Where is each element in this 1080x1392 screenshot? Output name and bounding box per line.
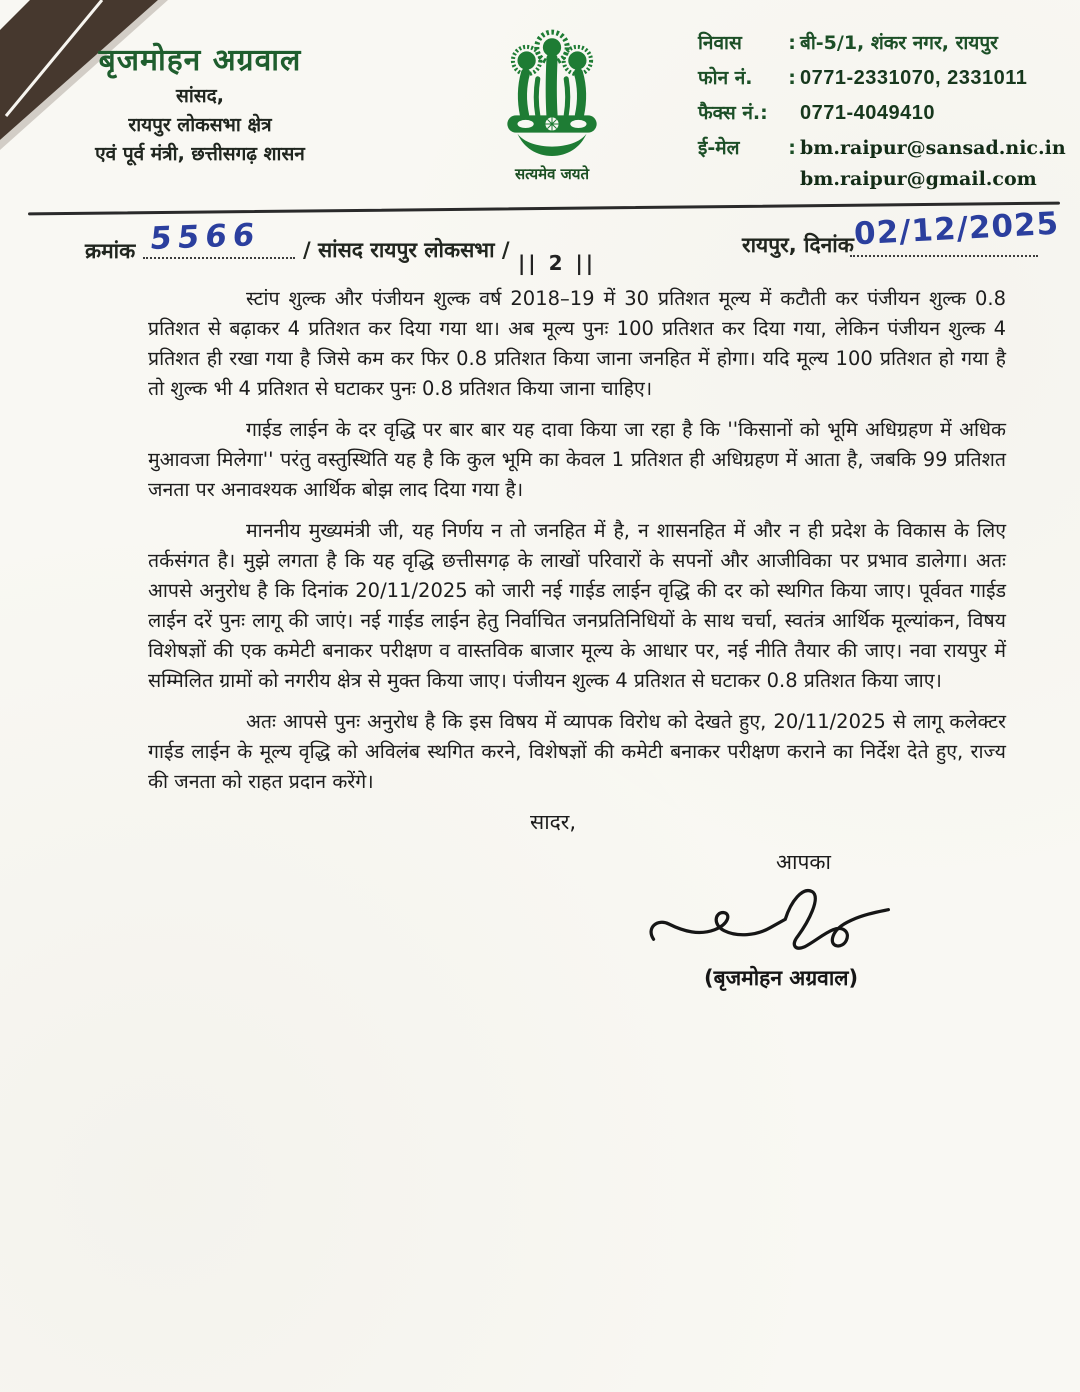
paragraph-1: स्टांप शुल्क और पंजीयन शुल्क वर्ष 2018–19 में 30 प्रतिशत मूल्य में कटौती कर पंजीयन शुल्क 0.8 प्रतिशत से बढ़ाकर 4 प्रतिशत कर दिया गया था। अब मूल्य पुनः 100 प्रतिशत कर दिया गया, लेकिन पंजीयन शुल्क 4 प्रतिशत ही रखा गया है जिसे कम कर फिर 0.8 प्रतिशत किया जाना जनहित में होगा। यदि मूल्य 100 प्रतिशत हो गया है तो शुल्क भी 4 प्रतिशत से घटाकर पुनः 0.8 प्रतिशत किया जाना चाहिए। <box>148 287 1006 400</box>
date-dotted-line <box>850 254 1038 257</box>
signatory-name: (बृजमोहन अग्रवाल) <box>704 966 859 990</box>
letterhead-emblem-block <box>478 24 626 184</box>
page-number: || 2 || <box>518 251 597 275</box>
email-label: ई-मेल <box>698 137 740 159</box>
contact-email: ई-मेल : bm.raipur@sansad.nic.in <box>698 135 1070 161</box>
date-handwritten: 02/12/2025 <box>853 205 1061 253</box>
fax-value: 0771-4049410 <box>800 102 936 124</box>
letter-body <box>148 284 1006 992</box>
closing-regards: सादर, <box>530 810 577 834</box>
fax-label: फैक्स नं.: <box>698 102 768 124</box>
email-value-1: bm.raipur@sansad.nic.in <box>800 137 1066 159</box>
signature-scribble <box>644 882 896 966</box>
sender-designation: सांसद, <box>176 85 224 107</box>
place-date-label: रायपुर, दिनांक <box>742 233 854 257</box>
serial-number-label: क्रमांक <box>85 239 136 263</box>
residence-value: बी-5/1, शंकर नगर, रायपुर <box>800 32 998 54</box>
sender-name: बृजमोहन अग्रवाल <box>98 43 302 78</box>
letterhead-sender-block <box>50 38 350 166</box>
sender-former-post: एवं पूर्व मंत्री, छत्तीसगढ़ शासन <box>95 143 305 165</box>
contact-fax <box>698 100 1070 126</box>
email-value-2: bm.raipur@gmail.com <box>800 168 1037 190</box>
contact-residence: निवास : बी-5/1, शंकर नगर, रायपुर <box>698 30 1070 56</box>
residence-label: निवास <box>698 32 742 54</box>
paragraph-3: माननीय मुख्यमंत्री जी, यह निर्णय न तो जनहित में है, न शासनहित में और न ही प्रदेश के विकास के लिए तर्कसंगत है। मुझे लगता है कि यह वृद्धि छत्तीसगढ़ के लाखों परिवारों के सपनों और आजीविका पर प्रभाव डालेगा। अतः आपसे अनुरोध है कि दिनांक 20/11/2025 को जारी नई गाईड लाईन वृद्धि की दर को स्थगित किया जाए। पूर्ववत गाईड लाईन दरें पुनः लागू की जाएं। नई गाईड लाईन हेतु निर्वाचित जनप्रतिनिधियों के साथ चर्चा, स्वतंत्र आर्थिक मूल्यांकन, विषय विशेषज्ञों की एक कमेटी बनाकर परीक्षण व वास्तविक बाजार मूल्य के आधार पर, नई नीति तैयार की जाए। नवा रायपुर में सम्मिलित ग्रामों को नगरीय क्षेत्र से मुक्त किया जाए। पंजीयन शुल्क 4 प्रतिशत से घटाकर 0.8 प्रतिशत किया जाए। <box>148 519 1006 692</box>
paragraph-4: अतः आपसे पुनः अनुरोध है कि इस विषय में व्यापक विरोध को देखते हुए, 20/11/2025 से लागू कलेक्टर गाईड लाईन के मूल्य वृद्धि को अविलंब स्थगित करने, विशेषज्ञों की कमेटी बनाकर परीक्षण कराने का निर्देश देते हुए, राज्य की जनता को राहत प्रदान करेंगे। <box>148 710 1006 793</box>
phone-label: फोन नं. <box>698 67 753 89</box>
ashoka-lion-capital-icon <box>491 24 613 158</box>
serial-suffix: / सांसद रायपुर लोकसभा / <box>303 238 510 262</box>
closing-yours: आपका <box>776 850 831 874</box>
serial-number-handwritten: 5566 <box>148 216 263 258</box>
paragraph-2: गाईड लाईन के दर वृद्धि पर बार बार यह दावा किया जा रहा है कि ''किसानों को भूमि अधिग्रहण में अधिक मुआवजा मिलेगा'' परंतु वस्तुस्थिति यह है कि कुल भूमि का केवल 1 प्रतिशत ही अधिग्रहण में आता है, जबकि 99 प्रतिशत जनता पर अनावश्यक आर्थिक बोझ लाद दिया गया है। <box>148 418 1006 501</box>
contact-phone: फोन नं. : 0771-2331070, 2331011 <box>698 65 1070 91</box>
signature-block <box>644 882 896 966</box>
contact-email-2 <box>698 166 1070 192</box>
letterhead-contact-block <box>698 30 1070 201</box>
sender-constituency: रायपुर लोकसभा क्षेत्र <box>128 114 272 136</box>
phone-value: 0771-2331070, 2331011 <box>800 67 1028 89</box>
emblem-motto: सत्यमेव जयते <box>514 165 590 183</box>
serial-dotted-line <box>143 256 295 259</box>
